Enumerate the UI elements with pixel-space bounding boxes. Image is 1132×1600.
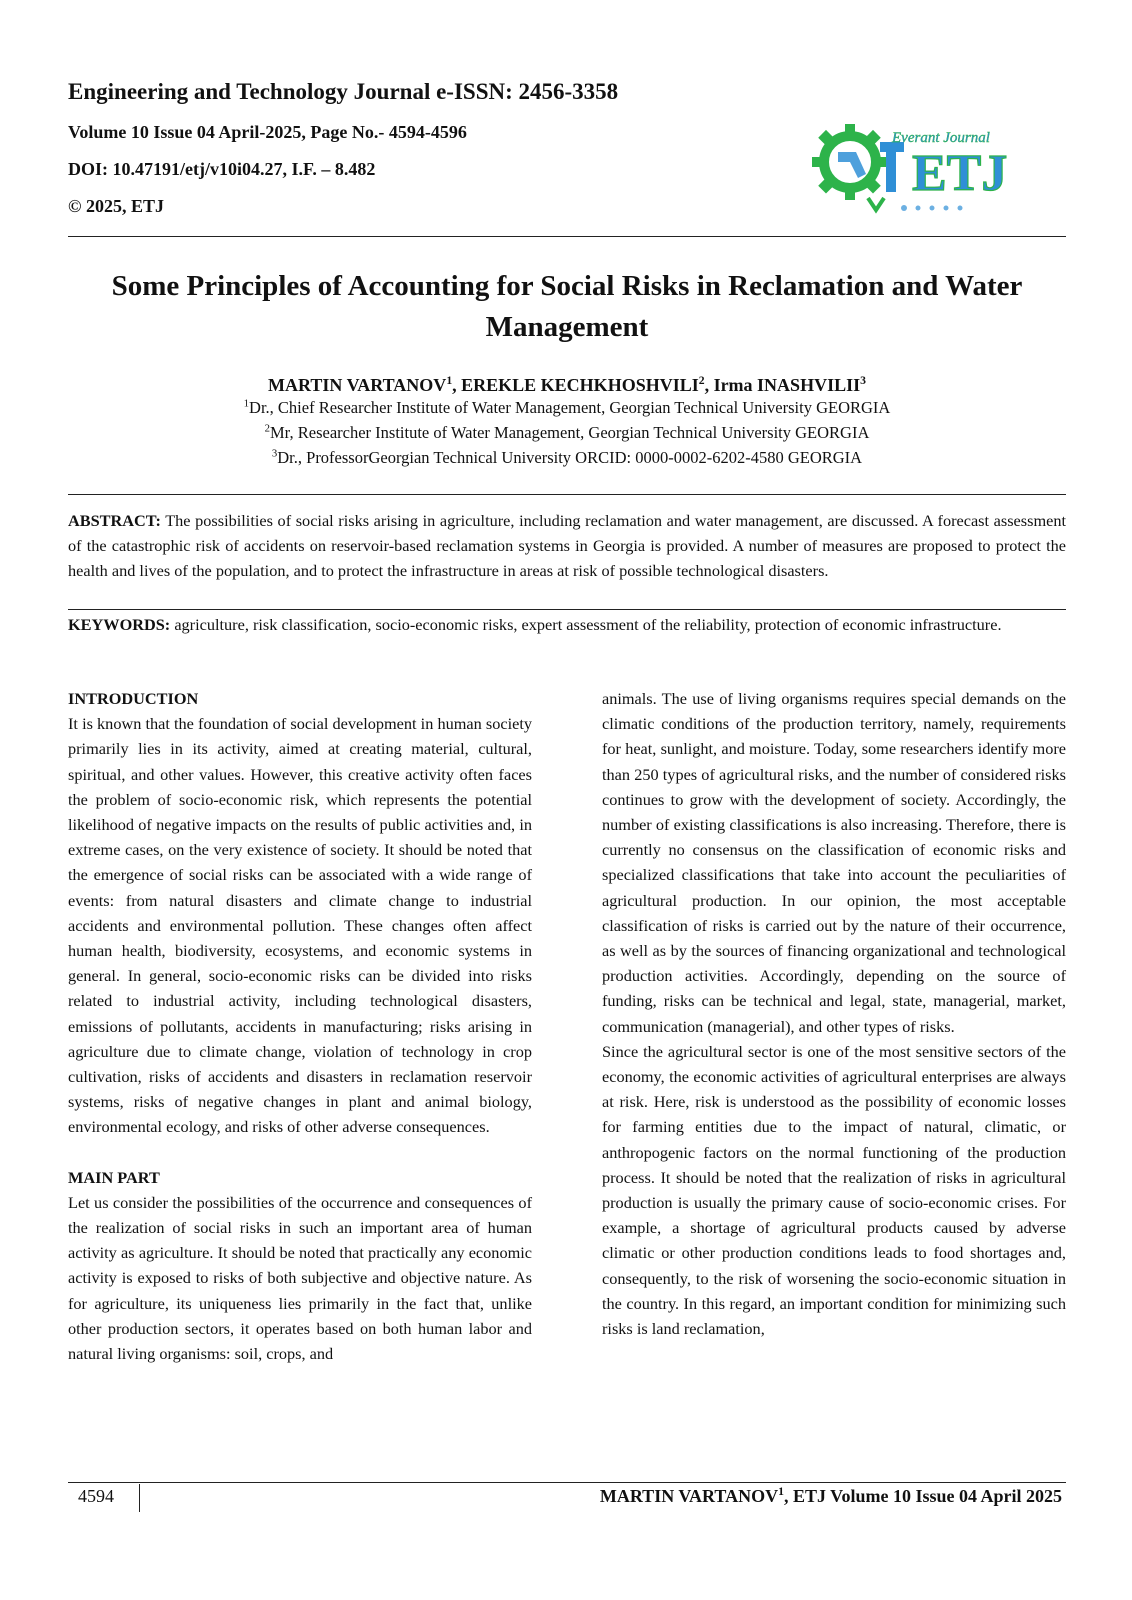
affiliation-3: $^3$Dr., ProfessorGeorgian Technical University ORCID: 0000-0002-6202-4580 GEORGIA xyxy=(271,447,863,467)
affiliation-1: $^1$Dr., Chief Researcher Institute of Water Management, Georgian Technical University GEORGIA xyxy=(243,397,891,417)
abstract-label: ABSTRACT: xyxy=(68,511,161,530)
keywords xyxy=(68,612,1066,637)
author-1: MARTIN VARTANOV$^1$, xyxy=(268,374,462,395)
running-footer: MARTIN VARTANOV$^1$, ETJ Volume 10 Issue 04 April 2025 xyxy=(599,1485,1062,1506)
volume-line: Volume 10 Issue 04 April-2025, Page No.- 4594-4596 xyxy=(68,121,467,142)
paper-title-line-2: Management xyxy=(485,311,649,343)
doi-line: DOI: 10.47191/etj/v10i04.27, I.F. – 8.482 xyxy=(68,158,376,179)
keywords-text: agriculture, risk classification, socio-economic risks, expert assessment of the reliability, protection of economic infrastructure. xyxy=(174,615,1002,634)
introduction-heading: INTRODUCTION xyxy=(68,689,199,708)
paper-title-line-1: Some Principles of Accounting for Social Risks in Reclamation and Water xyxy=(111,270,1023,302)
journal-title: Engineering and Technology Journal e-ISSN: 2456-3358 xyxy=(68,79,619,104)
abstract xyxy=(68,508,1066,583)
abstract-text: The possibilities of social risks arising in agriculture, including reclamation and water management, are discussed. A forecast assessment of the catastrophic risk of accidents on reservoir-based reclamation systems in Georgia is provided. A number of measures are proposed to protect the health and lives of the population, and to protect the infrastructure in areas at risk of possible technological disasters. xyxy=(68,511,1067,580)
author-3: Irma INASHVILII$^3$ xyxy=(713,374,866,395)
affiliation-2: $^2$Mr, Researcher Institute of Water Management, Georgian Technical University GEORGIA xyxy=(264,422,870,442)
keywords-top-rule xyxy=(68,609,1066,610)
author-list xyxy=(68,375,1066,396)
right-paragraph-1: animals. The use of living organisms requires special demands on the climatic conditions of the production territory, namely, requirements for heat, sunlight, and moisture. Today, some researchers identify more than 250 types of agricultural risks, and the number of considered risks continues to grow with the development of society. Accordingly, the number of existing classifications is also increasing. Therefore, there is currently no consensus on the classification of economic risks and specialized classifications that take into account the peculiarities of agricultural production. In our opinion, the most acceptable classification of risks is carried out by the nature of their occurrence, as well as by the sources of financing organizational and technological production activities. Accordingly, depending on the source of funding, risks can be technical and legal, state, managerial, market, communication (managerial), and other types of risks. xyxy=(602,689,1066,1036)
right-column xyxy=(602,686,1066,1341)
journal-header xyxy=(68,78,768,233)
author-2: EREKLE KECHKHOSHVILI$^2$, xyxy=(461,374,714,395)
etj-logo xyxy=(808,112,1018,224)
footer-rule xyxy=(68,1482,1066,1483)
main-part-heading: MAIN PART xyxy=(68,1167,160,1187)
logo-publisher-text: Everant Journal xyxy=(892,130,990,146)
page-number: 4594 xyxy=(78,1486,114,1506)
header-rule xyxy=(68,236,1066,237)
left-column xyxy=(68,686,532,1366)
copyright-line: © 2025, ETJ xyxy=(68,196,164,217)
right-paragraph-2: Since the agricultural sector is one of the most sensitive sectors of the economy, the economic activities of agricultural enterprises are always at risk. Here, risk is understood as the possibility of economic losses for farming entities due to the impact of natural, climatic, or anthropogenic factors on the normal functioning of the production process. It should be noted that the realization of risks in agricultural production is usually the primary cause of socio-economic crises. For example, a shortage of agricultural products caused by adverse climatic or other production conditions leads to food shortages and, consequently, to the risk of worsening the socio-economic situation in the country. In this regard, an important condition for minimizing such risks is land reclamation, xyxy=(602,1041,1066,1339)
introduction-text: It is known that the foundation of social development in human society primarily lies in its activity, aimed at creating material, cultural, spiritual, and other values. However, this creative activity often faces the problem of socio-economic risk, which represents the potential likelihood of negative impacts on the results of public activities and, in extreme cases, on the very existence of society. It should be noted that the emergence of social risks can be associated with a wide range of events: from natural disasters and climate change to industrial accidents and environmental pollution. These changes often affect human health, biodiversity, ecosystems, and economic systems in general. In general, socio-economic risks can be divided into risks related to industrial activity, including technological disasters, emissions of pollutants, accidents in manufacturing; risks arising in agriculture due to climate change, violation of technology in crop cultivation, risks of accidents and disasters in reclamation reservoir systems, risks of negative changes in plant and animal biology, environmental ecology, and risks of other adverse consequences. xyxy=(68,714,532,1137)
abstract-top-rule xyxy=(68,494,1066,495)
logo-mark-text: ETJ xyxy=(912,145,1008,202)
paper-title xyxy=(68,266,1066,348)
keywords-label: KEYWORDS: xyxy=(68,615,171,634)
footer-separator xyxy=(139,1484,140,1512)
main-part-text: Let us consider the possibilities of the occurrence and consequences of the realization of social risks in such an important area of human activity as agriculture. It should be noted that practically any economic activity is exposed to risks of both subjective and objective nature. As for agriculture, its uniqueness lies primarily in the fact that, unlike other production sectors, it operates based on both human labor and natural living organisms: soil, crops, and xyxy=(68,1192,532,1364)
